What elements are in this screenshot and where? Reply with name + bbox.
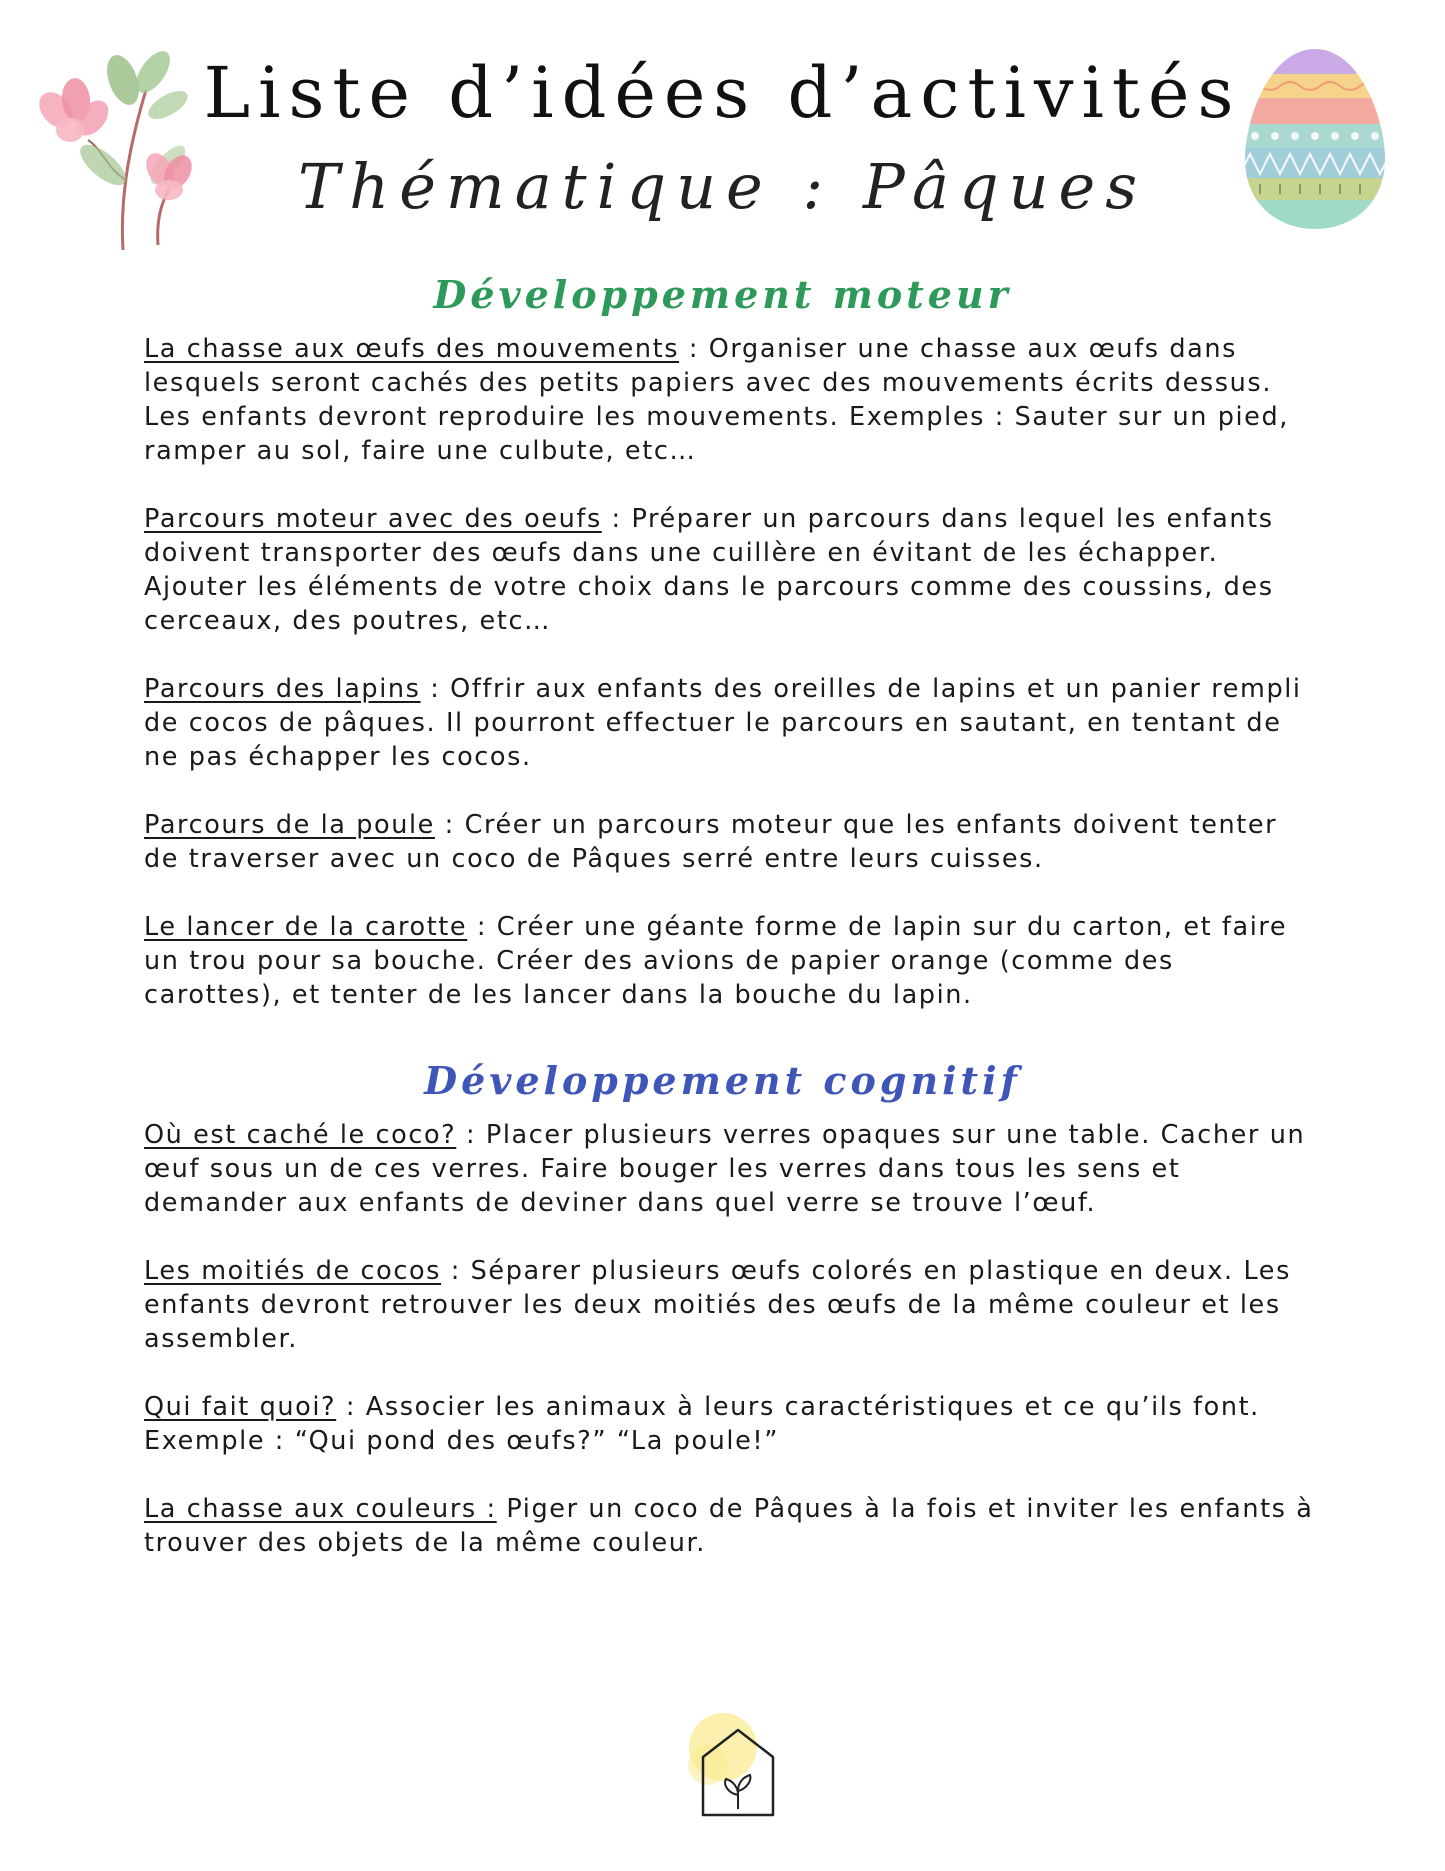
activity-name: La chasse aux œufs des mouvements [144,334,680,364]
activity-name: Parcours moteur avec des oeufs [144,504,602,534]
activity-description: : Créer un parcours moteur que les enfants doivent tenter de traverser avec un coco de Pâques serré entre leurs cuisses. [144,810,1278,874]
activity-description: : Créer une géante forme de lapin sur du carton, et faire un trou pour sa bouche. Créer des avions de papier orange (comme des carottes), et tenter de les lancer dans la bouche du lapin. [144,912,1288,1010]
section-title-cognitif: Développement cognitif [424,1058,1021,1103]
page-title: Liste d’idées d’activités [203,52,1242,134]
activity-name: Les moitiés de cocos [144,1256,442,1286]
activity-item [144,808,1314,876]
activity-item [144,1390,1314,1458]
activity-name: Parcours de la poule [144,810,435,840]
activity-description: : Préparer un parcours dans lequel les enfants doivent transporter des œufs dans une cuillère en évitant de les échapper. Ajouter les éléments de votre choix dans le parcours comme des coussins, des cerceaux, des poutres, etc… [144,504,1274,636]
activity-name: La chasse aux couleurs : [144,1494,497,1524]
activity-description: : Placer plusieurs verres opaques sur une table. Cacher un œuf sous un de ces verres. Faire bouger les verres dans tous les sens et demander aux enfants de deviner dans quel verre se trouve l’œuf. [144,1120,1306,1218]
activity-name: Le lancer de la carotte [144,912,468,942]
activity-name: Où est caché le coco? [144,1120,457,1150]
activity-item [144,910,1314,1012]
activity-item [144,1254,1314,1356]
section-cognitif-list [144,1118,1314,1594]
activity-description: Piger un coco de Pâques à la fois et inviter les enfants à trouver des objets de la même couleur. [144,1494,1314,1558]
activity-item [144,1118,1314,1220]
activity-description: : Séparer plusieurs œufs colorés en plastique en deux. Les enfants devront retrouver les deux moitiés des œufs de la même couleur et les assembler. [144,1256,1291,1354]
house-leaf-icon [668,1705,788,1825]
activity-item [144,672,1314,774]
page-subtitle: Thématique : Pâques [297,150,1148,223]
activity-item [144,332,1314,468]
activity-item [144,502,1314,638]
activity-item [144,1492,1314,1560]
section-moteur-list [144,332,1314,1046]
section-title-moteur: Développement moteur [433,272,1012,317]
activity-description: : Organiser une chasse aux œufs dans lesquels seront cachés des petits papiers avec des mouvements écrits dessus. Les enfants devront reproduire les mouvements. Exemples : Sauter sur un pied, ramper au sol, faire une culbute, etc… [144,334,1289,466]
activity-description: : Associer les animaux à leurs caractéristiques et ce qu’ils font. Exemple : “Qui pond des œufs?” “La poule!” [144,1392,1260,1456]
activity-name: Parcours des lapins [144,674,421,704]
activity-name: Qui fait quoi? [144,1392,337,1422]
activity-description: : Offrir aux enfants des oreilles de lapins et un panier rempli de cocos de pâques. Il pourront effectuer le parcours en sautant, en tentant de ne pas échapper les cocos. [144,674,1302,772]
